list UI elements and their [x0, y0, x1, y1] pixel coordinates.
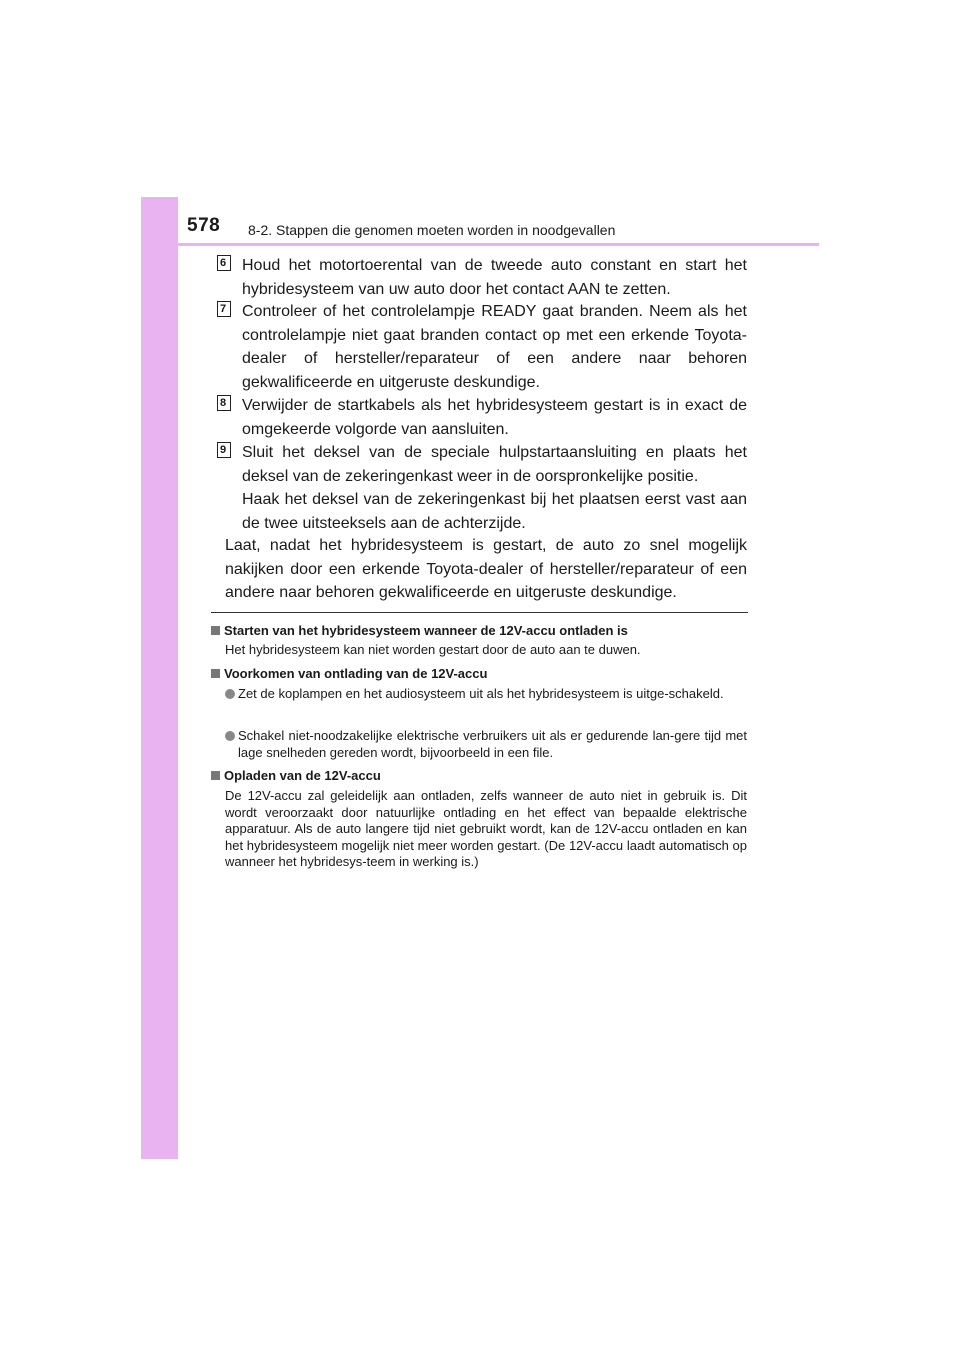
- square-bullet-icon: [211, 669, 220, 678]
- bullet-text: Zet de koplampen en het audiosysteem uit als het hybridesysteem is uitge-schakeld.: [238, 686, 724, 701]
- step-7: [217, 300, 747, 394]
- circle-bullet-icon: [225, 689, 235, 699]
- header-rule: [141, 243, 819, 246]
- bullet-text: Schakel niet-noodzakelijke elektrische verbruikers uit als er gedurende lan-gere tijd met lage snelheden gereden wordt, bijvoorbeeld in een file.: [238, 728, 747, 760]
- side-tab: [141, 197, 178, 1159]
- divider: [211, 612, 748, 613]
- step-paragraph: Haak het deksel van de zekeringenkast bij het plaatsen eerst vast aan de twee uitsteeksels aan de achterzijde.: [242, 491, 747, 532]
- step-text: [242, 254, 747, 301]
- square-bullet-icon: [211, 626, 220, 635]
- square-bullet-icon: [211, 771, 220, 780]
- step-number: 8: [217, 395, 231, 411]
- step-paragraph: Controleer of het controlelampje READY gaat branden. Neem als het controlelampje niet gaat branden contact op met een erkende Toyota-dealer of hersteller/reparateur of een andere naar behoren gekwalificeerde en uitgeruste deskundige.: [242, 303, 747, 391]
- note-title: Starten van het hybridesysteem wanneer de 12V-accu ontladen is: [224, 623, 628, 638]
- page-number: 578: [187, 215, 221, 236]
- closing-paragraph: Laat, nadat het hybridesysteem is gestart, de auto zo snel mogelijk nakijken door een erkende Toyota-dealer of hersteller/reparateur of een andere naar behoren gekwalificeerde en uitgeruste deskundige.: [225, 537, 747, 601]
- note-heading-starting: [211, 623, 628, 638]
- note-text-charging: De 12V-accu zal geleidelijk aan ontladen, zelfs wanneer de auto niet in gebruik is. Dit wordt veroorzaakt door natuurlijke ontlading en het effect van bepaalde elektrische apparatuur. Als de auto langere tijd niet gebruikt wordt, kan de 12V-accu ontladen en kan het hybridesysteem mogelijk niet meer worden gestart. (De 12V-accu laadt automatisch op wanneer het hybridesys-teem in werking is.): [225, 788, 747, 869]
- bullet-item: [225, 686, 747, 703]
- step-paragraph: Verwijder de startkabels als het hybridesysteem gestart is in exact de omgekeerde volgorde van aansluiten.: [242, 397, 747, 438]
- section-title: 8-2. Stappen die genomen moeten worden in noodgevallen: [248, 222, 616, 238]
- step-number: 7: [217, 301, 231, 317]
- note-heading-charging: [211, 768, 381, 783]
- step-8: [217, 394, 747, 441]
- step-text: [242, 300, 747, 394]
- step-paragraph: Houd het motortoerental van de tweede auto constant en start het hybridesysteem van uw auto door het contact AAN te zetten.: [242, 257, 747, 298]
- step-text: [242, 441, 747, 535]
- step-9: [217, 441, 747, 535]
- step-number: 9: [217, 442, 231, 458]
- note-heading-prevention: [211, 666, 487, 681]
- step-6: [217, 254, 747, 301]
- note-text-starting: Het hybridesysteem kan niet worden gestart door de auto aan te duwen.: [225, 642, 641, 657]
- circle-bullet-icon: [225, 731, 235, 741]
- step-number: 6: [217, 255, 231, 271]
- note-title: Opladen van de 12V-accu: [224, 768, 381, 783]
- step-text: [242, 394, 747, 441]
- bullet-item: [225, 728, 747, 761]
- step-paragraph: Sluit het deksel van de speciale hulpstartaansluiting en plaats het deksel van de zekeringenkast weer in de oorspronkelijke positie.: [242, 444, 747, 485]
- note-title: Voorkomen van ontlading van de 12V-accu: [224, 666, 488, 681]
